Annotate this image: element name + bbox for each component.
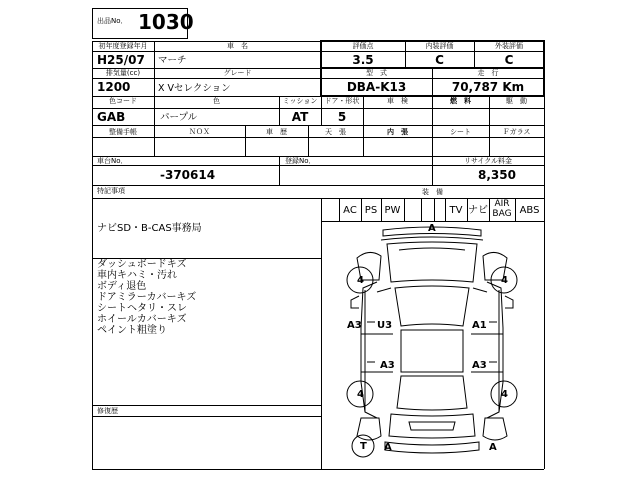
- car-diagram: [321, 222, 544, 469]
- mark-right-rear: A3: [472, 360, 487, 371]
- interior-label: 内装評価: [425, 42, 454, 50]
- equipment-navi: ナビ: [468, 205, 488, 216]
- equipment-ac: AC: [343, 205, 357, 216]
- mark-wheel-rear-left: 4: [357, 389, 364, 400]
- mission-label: ミッション: [282, 97, 318, 105]
- car-name-value: マーチ: [158, 55, 187, 66]
- mark-spare-tire: T: [360, 441, 367, 452]
- mileage-label: 走 行: [477, 69, 499, 77]
- doors-label: ドア・形状: [324, 97, 360, 105]
- equipment-abs: ABS: [519, 205, 540, 216]
- lot-number-label: 出品No．: [97, 17, 128, 25]
- grade-label: グレード: [223, 69, 252, 77]
- recycle-value: 8,350: [478, 168, 516, 182]
- doors-value: 5: [337, 110, 347, 124]
- drive-label: 駆 動: [506, 97, 527, 105]
- registration-label: 登録No．: [285, 157, 316, 165]
- lot-number: 1030: [138, 10, 194, 34]
- remark-line: シートヘタリ・スレ: [97, 303, 187, 314]
- exterior-value: C: [504, 53, 514, 67]
- special-note-line: ナビSD・B-CAS事務局: [97, 223, 202, 234]
- nox-label: ＮＯＸ: [189, 128, 210, 136]
- displacement-label: 排気量(cc): [105, 69, 141, 77]
- remark-line: 車内キハミ・汚れ: [97, 270, 177, 281]
- mileage-value: 70,787 Km: [451, 80, 525, 94]
- first-reg-value: H25/07: [97, 53, 145, 67]
- model-label: 型 式: [366, 69, 387, 77]
- remark-line: ペイント粗塗り: [97, 325, 167, 336]
- special-notes-label: 特記事項: [97, 187, 125, 195]
- repair-history-label: 修復歴: [97, 407, 118, 415]
- equipment-airbag: AIR BAG: [492, 199, 512, 219]
- roof-label: 天 張: [325, 128, 346, 136]
- remark-line: ホイールカバーキズ: [97, 314, 187, 325]
- seat-label: シート: [450, 128, 471, 136]
- remark-line: ドアミラーカバーキズ: [97, 292, 197, 303]
- first-reg-label: 初年度登録年月: [98, 42, 148, 50]
- mark-front: A: [428, 223, 436, 234]
- mark-bottom-right: A: [489, 442, 497, 453]
- car-name-label: 車 名: [227, 42, 248, 50]
- model-value: DBA-K13: [346, 80, 407, 94]
- grade-value: X Vセレクション: [158, 83, 231, 94]
- remark-line: ダッシュボードキズ: [97, 259, 187, 270]
- remarks: [97, 259, 317, 336]
- color-label: 色: [213, 97, 220, 105]
- mark-right-door: A1: [472, 320, 487, 331]
- mark-wheel-rear-right: 4: [501, 389, 508, 400]
- chassis-label: 車台No．: [97, 157, 128, 165]
- color-code-label: 色コード: [109, 97, 137, 105]
- manual-label: 整備手帳: [109, 128, 137, 136]
- displacement-value: 1200: [97, 80, 131, 94]
- equipment-pw: PW: [384, 205, 401, 216]
- mark-rear-left: A3: [380, 360, 395, 371]
- mark-left-door: A3: [347, 320, 362, 331]
- recycle-label: リサイクル料金: [463, 157, 513, 165]
- score-label: 評価点: [352, 42, 374, 50]
- mark-wheel-front-right: 4: [501, 275, 508, 286]
- inspection-label: 車 検: [387, 97, 408, 105]
- chassis-value: -370614: [160, 168, 216, 182]
- equipment-tv: TV: [449, 205, 463, 216]
- color-code-value: GAB: [97, 110, 126, 124]
- interior-value: C: [435, 53, 444, 67]
- history-label: 車 歴: [266, 128, 287, 136]
- mark-wheel-front-left: 4: [357, 275, 364, 286]
- equipment-ps: PS: [364, 205, 378, 216]
- mark-bottom-left: A: [384, 442, 392, 453]
- glass-label: Ｆガラス: [502, 128, 531, 136]
- mark-windshield: U3: [377, 320, 393, 331]
- score-value: 3.5: [352, 53, 374, 67]
- interior-trim-label: 内 張: [387, 128, 408, 136]
- special-notes: [97, 223, 317, 234]
- exterior-label: 外装評価: [495, 42, 523, 50]
- remark-line: ボディ退色: [97, 281, 147, 292]
- fuel-label: 燃 料: [450, 97, 471, 105]
- mission-value: AT: [291, 110, 309, 124]
- color-value: パープル: [160, 112, 198, 123]
- equipment-label: 装 備: [422, 188, 443, 196]
